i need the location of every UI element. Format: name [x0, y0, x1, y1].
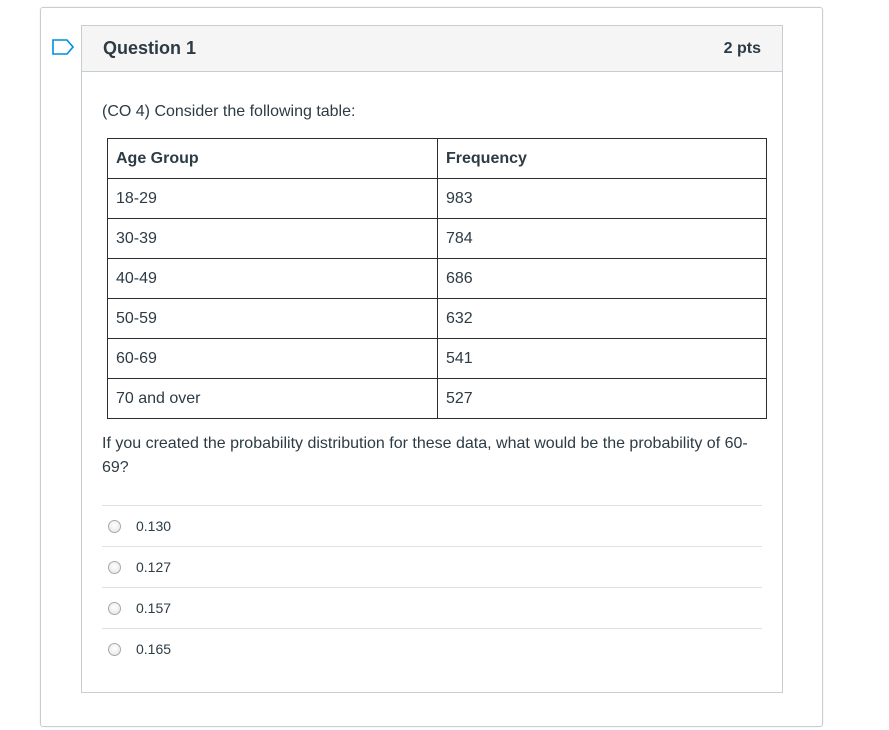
table-cell-age-group: 18-29	[108, 179, 438, 219]
question-points: 2 pts	[723, 39, 761, 57]
answer-option[interactable]	[102, 628, 762, 669]
table-row	[108, 219, 767, 259]
radio-button[interactable]	[108, 602, 121, 615]
radio-button[interactable]	[108, 561, 121, 574]
answer-label[interactable]: 0.130	[136, 518, 172, 534]
table-row	[108, 259, 767, 299]
answer-list	[102, 505, 762, 669]
table-header-frequency: Frequency	[438, 139, 767, 179]
table-cell-age-group: 60-69	[108, 339, 438, 379]
table-row	[108, 379, 767, 419]
table-row	[108, 299, 767, 339]
table-header-age-group: Age Group	[108, 139, 438, 179]
table-row	[108, 339, 767, 379]
bookmark-icon[interactable]	[52, 39, 74, 55]
answer-label[interactable]: 0.165	[136, 641, 172, 657]
answer-option[interactable]	[102, 546, 762, 587]
answer-label[interactable]: 0.157	[136, 600, 172, 616]
answer-label[interactable]: 0.127	[136, 559, 172, 575]
table-header-row	[108, 139, 767, 179]
table-row	[108, 179, 767, 219]
table-cell-frequency: 686	[438, 259, 767, 299]
table-cell-age-group: 40-49	[108, 259, 438, 299]
table-cell-frequency: 632	[438, 299, 767, 339]
radio-button[interactable]	[108, 520, 121, 533]
question-followup: If you created the probability distribution for these data, what would be the probability of 60-69?	[102, 435, 748, 476]
question-prompt: (CO 4) Consider the following table:	[102, 103, 356, 120]
question-card	[81, 25, 783, 693]
answer-option[interactable]	[102, 505, 762, 546]
table-cell-frequency: 541	[438, 339, 767, 379]
table-cell-age-group: 30-39	[108, 219, 438, 259]
frequency-table	[107, 138, 767, 419]
radio-button[interactable]	[108, 643, 121, 656]
table-cell-frequency: 983	[438, 179, 767, 219]
table-cell-age-group: 70 and over	[108, 379, 438, 419]
question-body	[82, 72, 782, 669]
question-title: Question 1	[103, 38, 197, 58]
table-cell-age-group: 50-59	[108, 299, 438, 339]
table-cell-frequency: 784	[438, 219, 767, 259]
answer-option[interactable]	[102, 587, 762, 628]
table-cell-frequency: 527	[438, 379, 767, 419]
question-header	[82, 26, 782, 72]
